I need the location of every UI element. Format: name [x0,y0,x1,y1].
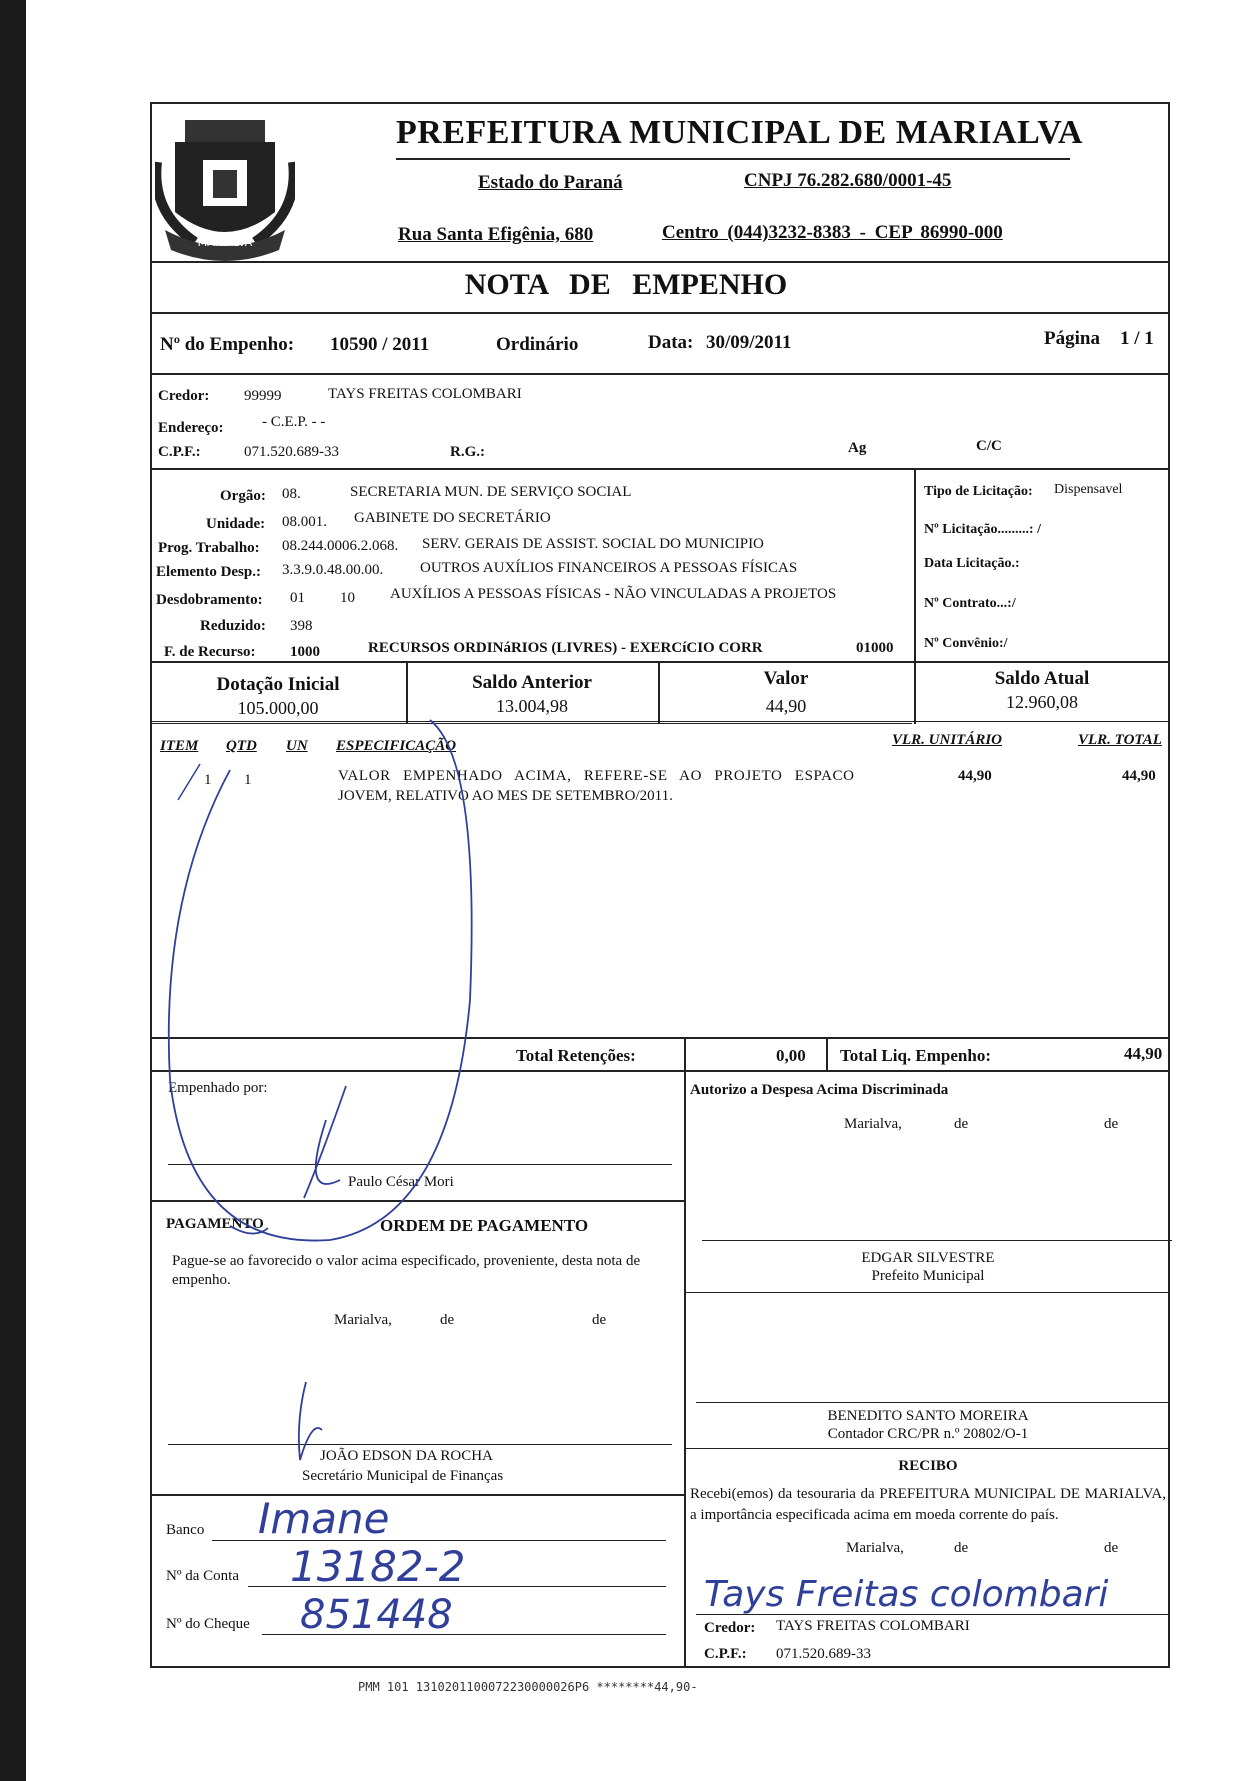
dotacao-value: 105.000,00 [237,698,319,718]
valor-value: 44,90 [765,696,807,716]
cnpj: CNPJ 76.282.680/0001-45 [744,170,952,191]
endereco-value: - C.E.P. - - [262,414,326,430]
recibo-cpf-label: C.P.F.: [704,1646,747,1662]
col-item: ITEM [160,738,199,754]
pagamento-label: PAGAMENTO [166,1216,264,1232]
recibo-de1: de [954,1540,969,1556]
recibo-title: RECIBO [898,1458,958,1474]
empenho-type: Ordinário [496,334,579,355]
licitacao-date: Data Licitação.: [924,556,1020,571]
col-vlr-total: VLR. TOTAL [1078,732,1162,748]
liquido-label: Total Liq. Empenho: [840,1046,991,1065]
prog-name: SERV. GERAIS DE ASSIST. SOCIAL DO MUNICIPIO [422,536,764,552]
credor-code: 99999 [244,388,282,404]
fonte-label: F. de Recurso: [164,644,256,660]
valor-label: Valor [763,668,809,689]
empenhado-name: Paulo César Mori [348,1174,454,1190]
licitacao-number: Nº Licitação.........: / [924,522,1041,537]
recibo-signature: Tays Freitas colombari [704,1574,1109,1615]
item-description-line2: JOVEM, RELATIVO AO MES DE SETEMBRO/2011. [338,788,673,804]
col-especificacao: ESPECIFICAÇÃO [336,738,457,754]
secretario-name: JOÃO EDSON DA ROCHA [320,1448,493,1464]
recibo-credor-name: TAYS FREITAS COLOMBARI [776,1618,970,1634]
autorizo-de2: de [1104,1116,1119,1132]
autorizo-label: Autorizo a Despesa Acima Discriminada [690,1082,949,1098]
fonte-number: 01000 [856,640,894,656]
autorizo-city: Marialva, [844,1116,902,1132]
saldo-anterior-label: Saldo Anterior [472,672,592,693]
reduzido-label: Reduzido: [200,618,266,634]
ag-label: Ag [848,440,867,456]
empenho-number: 10590 / 2011 [330,334,430,355]
document-title: NOTA DE EMPENHO [464,268,788,301]
orgao-label: Orgão: [220,488,266,504]
cheque-value: 851448 [300,1592,453,1638]
retencoes-value: 0,00 [776,1046,806,1065]
cpf-value: 071.520.689-33 [244,444,339,460]
saldo-atual-value: 12.960,08 [1006,692,1078,712]
unidade-label: Unidade: [206,516,266,532]
dotacao-label: Dotação Inicial [216,674,340,695]
unidade-code: 08.001. [282,514,327,530]
item-unit-value: 44,90 [958,768,992,784]
contador-name: BENEDITO SANTO MOREIRA [827,1408,1029,1424]
pagamento-city: Marialva, [334,1312,392,1328]
liquido-value: 44,90 [1124,1044,1163,1063]
recibo-de2: de [1104,1540,1119,1556]
empenhado-label: Empenhado por: [168,1080,268,1096]
empenho-label: Nº do Empenho: [160,334,295,355]
desdobramento-name: AUXÍLIOS A PESSOAS FÍSICAS - NÃO VINCULADAS A PROJETOS [390,586,837,602]
prog-code: 08.244.0006.2.068. [282,538,399,554]
orgao-code: 08. [282,486,301,502]
contador-title: Contador CRC/PR n.º 20802/O-1 [827,1426,1029,1442]
convenio-number: Nº Convênio:/ [924,636,1008,651]
elemento-label: Elemento Desp.: [156,564,261,580]
cheque-label: Nº do Cheque [166,1616,250,1632]
tipo-licitacao-value: Dispensavel [1054,482,1123,497]
prefeito-name: EDGAR SILVESTRE [861,1250,995,1266]
reduzido-value: 398 [290,618,313,634]
item-description-line1: VALOR EMPENHADO ACIMA, REFERE-SE AO PROJETO ESPACO [338,768,855,784]
recibo-cpf-value: 071.520.689-33 [776,1646,871,1662]
contact-info: Centro (044)3232-8383 - CEP 86990-000 [662,222,1003,243]
date-value: 30/09/2011 [706,332,792,353]
unidade-name: GABINETE DO SECRETÁRIO [354,510,551,526]
ordem-pagamento-title: ORDEM DE PAGAMENTO [380,1216,589,1235]
address: Rua Santa Efigênia, 680 [398,224,594,245]
retencoes-label: Total Retenções: [516,1046,636,1065]
item-total-value: 44,90 [1122,768,1156,784]
prefeito-title: Prefeito Municipal [871,1268,985,1284]
col-vlr-unitario: VLR. UNITÁRIO [892,732,1003,748]
item-qtd: 1 [244,772,252,788]
fonte-name: RECURSOS ORDINáRIOS (LIVRES) - EXERCíCIO CORR [368,640,763,656]
col-qtd: QTD [226,738,257,754]
page-title: PREFEITURA MUNICIPAL DE MARIALVA [396,114,1083,151]
col-un: UN [286,738,308,754]
credor-name: TAYS FREITAS COLOMBARI [328,386,522,402]
svg-text:MARIALVA: MARIALVA [197,236,253,249]
pagamento-text: Pague-se ao favorecido o valor acima especificado, proveniente, desta nota de empenho. [172,1253,641,1288]
date-label: Data: [648,332,694,353]
secretario-title: Secretário Municipal de Finanças [302,1468,504,1484]
elemento-name: OUTROS AUXÍLIOS FINANCEIROS A PESSOAS FÍSICAS [420,560,798,576]
state-name: Estado do Paraná [478,172,623,193]
banco-label: Banco [166,1522,205,1538]
saldo-atual-label: Saldo Atual [994,668,1090,689]
desdobramento-code2: 10 [340,590,355,606]
recibo-city: Marialva, [846,1540,904,1556]
contrato-number: Nº Contrato...:/ [924,596,1016,611]
conta-label: Nº da Conta [166,1568,239,1584]
page-label: Página [1044,328,1100,349]
autorizo-de1: de [954,1116,969,1132]
tipo-licitacao-label: Tipo de Licitação: [924,484,1033,499]
item-number: 1 [204,772,212,788]
credor-label: Credor: [158,388,210,404]
rg-label: R.G.: [450,444,485,460]
page-number: 1 / 1 [1120,328,1154,349]
orgao-name: SECRETARIA MUN. DE SERVIÇO SOCIAL [350,484,632,500]
cpf-label: C.P.F.: [158,444,201,460]
recibo-text: Recebi(emos) da tesouraria da PREFEITURA MUNICIPAL DE MARIALVA, a importância especificada acima em moeda corrente do país. [690,1486,1166,1523]
pagamento-de1: de [440,1312,455,1328]
footer-code: PMM 101 1310201100072230000026P6 ********44,90- [358,1680,698,1694]
elemento-code: 3.3.9.0.48.00.00. [282,562,384,578]
prog-label: Prog. Trabalho: [158,540,260,556]
pagamento-de2: de [592,1312,607,1328]
desdobramento-label: Desdobramento: [156,592,263,608]
endereco-label: Endereço: [158,420,224,436]
fonte-code: 1000 [290,644,320,660]
recibo-credor-label: Credor: [704,1620,756,1636]
cc-label: C/C [976,438,1002,454]
banco-value: Imane [258,1494,390,1543]
desdobramento-code1: 01 [290,590,305,606]
saldo-anterior-value: 13.004,98 [496,696,568,716]
conta-value: 13182-2 [290,1542,466,1591]
